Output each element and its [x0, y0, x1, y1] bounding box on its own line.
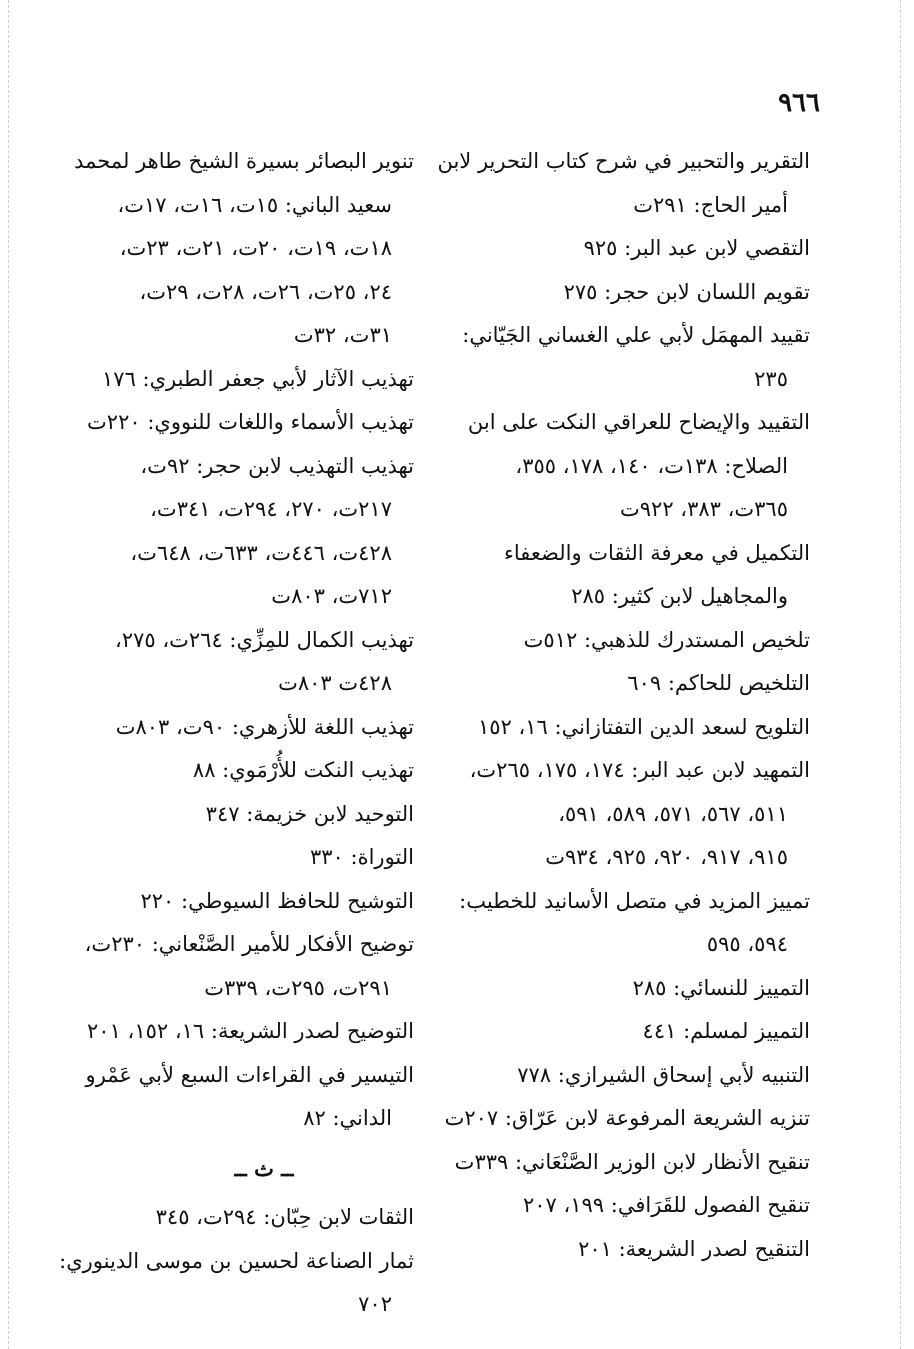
index-entry [454, 706, 810, 750]
index-entry [58, 140, 414, 358]
index-entry [58, 1010, 414, 1054]
index-entry [454, 1141, 810, 1185]
index-entry [58, 749, 414, 793]
entry-title-line: التقرير والتحبير في شرح كتاب التحرير لابن [437, 149, 810, 173]
index-entry [454, 1184, 810, 1228]
entry-continuation-line: ٢٤، ٢٥ت، ٢٦ت، ٢٨ت، ٢٩ت، [139, 279, 392, 304]
entry-title-line: تقييد المهمَل لأبي علي الغساني الجَيّاني: [462, 323, 810, 347]
index-entry [454, 1228, 810, 1272]
index-entry [58, 401, 414, 445]
index-entry [58, 619, 414, 706]
index-entry [58, 1054, 414, 1141]
entry-title-line: التلويح لسعد الدين التفتازاني: ١٦، ١٥٢ [477, 714, 810, 739]
entry-continuation-line: الصلاح: ١٣٨ت، ١٤٠، ١٧٨، ٣٥٥، [515, 453, 788, 478]
entry-title-line: التلخيص للحاكم: ٦٠٩ [627, 671, 810, 695]
entry-continuation-line: ٧١٢ت، ٨٠٣ت [271, 584, 392, 608]
section-heading: ــ ث ــ [234, 1155, 294, 1181]
entry-continuation-line: والمجاهيل لابن كثير: ٢٨٥ [571, 584, 788, 608]
entry-continuation-line: ٣٦٥ت، ٣٨٣، ٩٢٢ت [620, 497, 788, 521]
index-entry [58, 1196, 414, 1240]
entry-title-line: تهذيب الآثار لأبي جعفر الطبري: ١٧٦ [102, 366, 414, 391]
index-entry [58, 923, 414, 1010]
entry-title-line: التكميل في معرفة الثقات والضعفاء [503, 540, 810, 565]
entry-title-line: التقييد والإيضاح للعراقي النكت على ابن [467, 410, 810, 434]
index-entry [58, 1240, 414, 1327]
index-entry [58, 836, 414, 880]
entry-title-line: تنوير البصائر بسيرة الشيخ طاهر لمحمد [74, 149, 414, 173]
entry-continuation-line: أمير الحاج: ٢٩١ت [633, 192, 788, 217]
index-entry [454, 619, 810, 663]
scan-artifact-line [8, 0, 9, 1349]
entry-title-line: التمهيد لابن عبد البر: ١٧٤، ١٧٥، ٢٦٥ت، [469, 758, 810, 782]
entry-title-line: التنقيح لصدر الشريعة: ٢٠١ [578, 1236, 810, 1261]
index-entry [58, 706, 414, 750]
index-entry [58, 445, 414, 619]
entry-continuation-line: ٥١١، ٥٦٧، ٥٧١، ٥٨٩، ٥٩١، [558, 801, 788, 826]
entry-title-line: تلخيص المستدرك للذهبي: ٥١٢ت [523, 627, 810, 652]
entry-continuation-line: ٣١ت، ٣٢ت [293, 323, 392, 347]
entry-continuation-line: ٩١٥، ٩١٧، ٩٢٠، ٩٢٥، ٩٣٤ت [545, 845, 788, 869]
index-entry [454, 271, 810, 315]
index-entry [454, 749, 810, 880]
entry-title-line: التوضيح لصدر الشريعة: ١٦، ١٥٢، ٢٠١ [87, 1019, 414, 1043]
index-entry [454, 662, 810, 706]
index-entry [58, 880, 414, 924]
entry-title-line: تهذيب الأسماء واللغات للنووي: ٢٢٠ت [87, 410, 414, 434]
entry-title-line: التوراة: ٣٣٠ [310, 845, 414, 869]
scan-artifact-line [900, 0, 901, 1349]
index-entry [454, 227, 810, 271]
index-entry [444, 1097, 810, 1141]
index-column-left [58, 140, 414, 1327]
entry-continuation-line: ٢١٧ت، ٢٧٠، ٢٩٤ت، ٣٤١ت، [150, 497, 392, 521]
entry-continuation-line: ٧٠٢ [358, 1292, 392, 1316]
index-entry [454, 967, 810, 1011]
index-entry [437, 140, 810, 227]
entry-title-line: تهذيب التهذيب لابن حجر: ٩٢ت، [140, 453, 414, 478]
index-entry [454, 1010, 810, 1054]
entry-continuation-line: ٤٢٨ت ٨٠٣ت [278, 671, 392, 695]
entry-title-line: التوشيح للحافظ السيوطي: ٢٢٠ [140, 888, 414, 913]
entry-continuation-line: ٢٩١ت، ٢٩٥ت، ٣٣٩ت [204, 975, 392, 1000]
entry-title-line: تقويم اللسان لابن حجر: ٢٧٥ [563, 279, 810, 304]
index-entry [454, 532, 810, 619]
index-column-right [437, 140, 810, 1271]
entry-title-line: التمييز للنسائي: ٢٨٥ [632, 975, 810, 1000]
entry-title-line: توضيح الأفكار للأمير الصَّنْعاني: ٢٣٠ت، [84, 932, 414, 956]
entry-title-line: تنقيح الفصول للقَرَافي: ١٩٩، ٢٠٧ [522, 1193, 810, 1217]
entry-continuation-line: سعيد الباني: ١٥ت، ١٦ت، ١٧ت، [117, 192, 392, 217]
entry-continuation-line: الداني: ٨٢ [303, 1106, 392, 1130]
entry-continuation-line: ١٨ت، ١٩ت، ٢٠ت، ٢١ت، ٢٣ت، [119, 236, 392, 260]
index-entry [58, 358, 414, 402]
entry-title-line: تنزيه الشريعة المرفوعة لابن عَرّاق: ٢٠٧ت [444, 1106, 810, 1130]
entry-title-line: تهذيب اللغة للأزهري: ٩٠ت، ٨٠٣ت [115, 714, 414, 739]
entry-continuation-line: ٢٣٥ [754, 366, 788, 391]
index-entry [454, 314, 810, 401]
index-entry [454, 880, 810, 967]
entry-title-line: التمييز لمسلم: ٤٤١ [642, 1019, 810, 1043]
entry-title-line: تهذيب النكت للأُرْمَوي: ٨٨ [192, 758, 414, 782]
index-entry [454, 1054, 810, 1098]
entry-title-line: تهذيب الكمال للمِزِّي: ٢٦٤ت، ٢٧٥، [115, 627, 414, 652]
index-entry [454, 401, 810, 532]
entry-continuation-line: ٥٩٤، ٥٩٥ [706, 932, 788, 956]
entry-title-line: تنقيح الأنظار لابن الوزير الصَّنْعَاني: ٣٣٩ت [454, 1149, 810, 1174]
entry-title-line: تمييز المزيد في متصل الأسانيد للخطيب: [459, 888, 810, 913]
index-entry [58, 793, 414, 837]
entry-title-line: ثمار الصناعة لحسين بن موسى الدينوري: [59, 1248, 414, 1273]
page-number: ٩٦٦ [778, 88, 820, 118]
entry-title-line: التقصي لابن عبد البر: ٩٢٥ [583, 236, 810, 260]
entry-title-line: الثقات لابن حِبّان: ٢٩٤ت، ٣٤٥ [155, 1205, 414, 1229]
entry-title-line: التنبيه لأبي إسحاق الشيرازي: ٧٧٨ [517, 1062, 810, 1087]
entry-title-line: التيسير في القراءات السبع لأبي عَمْرو [85, 1062, 414, 1087]
entry-title-line: التوحيد لابن خزيمة: ٣٤٧ [205, 801, 414, 826]
entry-continuation-line: ٤٢٨ت، ٤٤٦ت، ٦٣٣ت، ٦٤٨ت، [130, 540, 392, 565]
